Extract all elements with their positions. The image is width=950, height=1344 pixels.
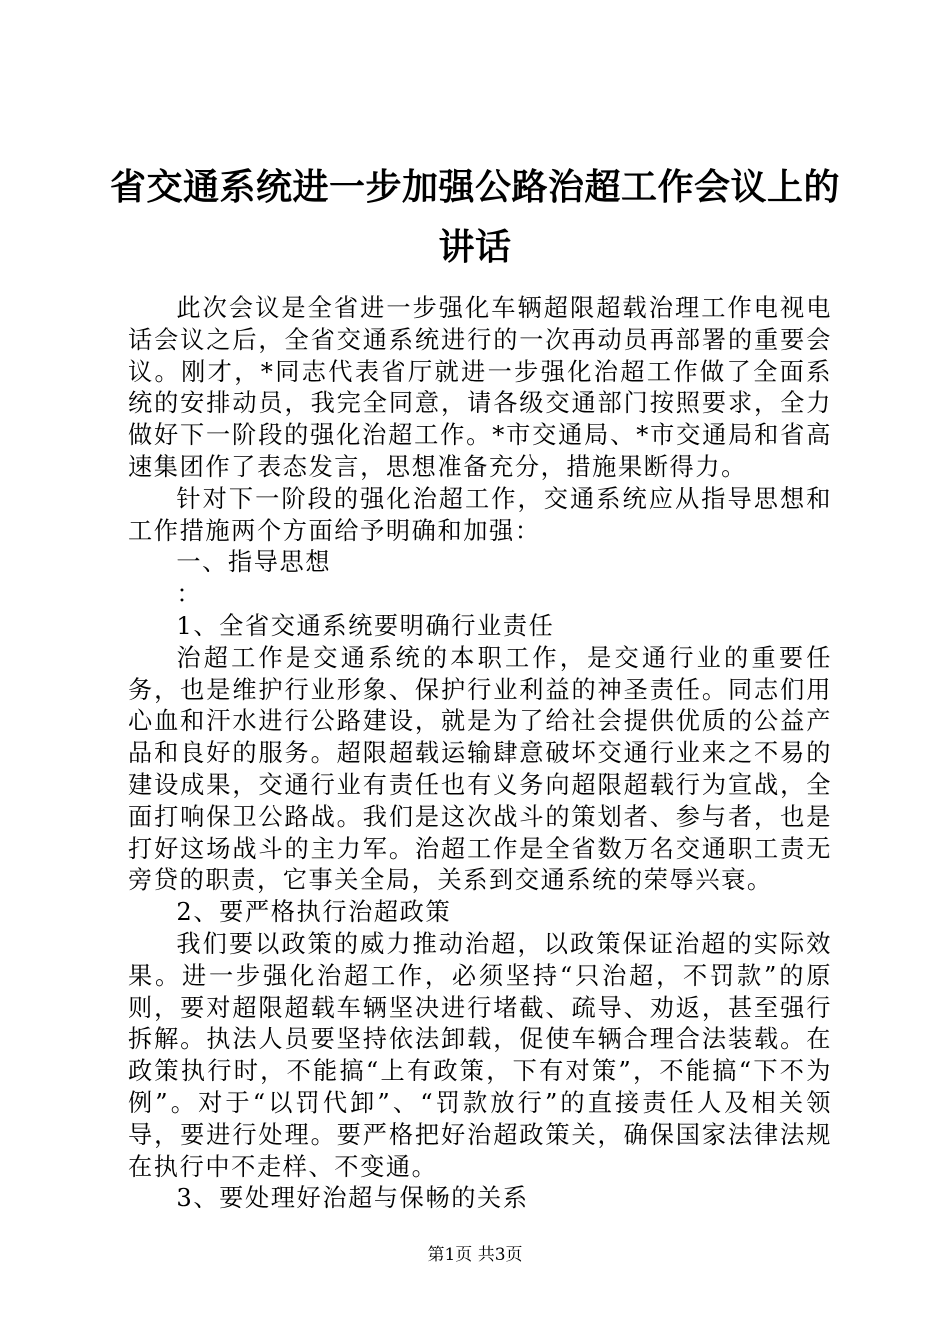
page-number-footer: 第1页 共3页 [427, 1245, 523, 1265]
document-title: 省交通系统进一步加强公路治超工作会议上的讲话 [110, 167, 841, 268]
subheading-industry-responsibility: 1、全省交通系统要明确行业责任 [176, 611, 555, 640]
subheading-overload-vs-traffic: 3、要处理好治超与保畅的关系 [176, 1184, 529, 1213]
paragraph-overview: 针对下一阶段的强化治超工作，交通系统应从指导思想和工作措施两个方面给予明确和加强： [128, 484, 832, 545]
paragraph-policy-enforcement: 我们要以政策的威力推动治超，以政策保证治超的实际效果。进一步强化治超工作，必须坚持“只治超，不罚款”的原则，要对超限超载车辆坚决进行堵截、疏导、劝返，甚至强行拆解。执法人员要坚持依法卸载，促使车辆合理合法装载。在政策执行时，不能搞“上有政策，下有对策”，不能搞“下不为例”。对于“以罚代卸”、“罚款放行”的直接责任人及相关领导，要进行处理。要严格把好治超政策关，确保国家法律法规在执行中不走样、不变通。 [128, 929, 832, 1181]
section-heading-guiding-ideology: 一、指导思想 [176, 548, 332, 577]
document-body [128, 293, 832, 1215]
paragraph-industry-responsibility: 治超工作是交通系统的本职工作，是交通行业的重要任务，也是维护行业形象、保护行业利益的神圣责任。同志们用心血和汗水进行公路建设，就是为了给社会提供优质的公益产品和良好的服务。超限超载运输肆意破坏交通行业来之不易的建设成果，交通行业有责任也有义务向超限超载行为宣战，全面打响保卫公路战。我们是这次战斗的策划者、参与者，也是打好这场战斗的主力军。治超工作是全省数万名交通职工责无旁贷的职责，它事关全局，关系到交通系统的荣辱兴衰。 [128, 643, 832, 895]
subheading-policy-enforcement: 2、要严格执行治超政策 [176, 898, 452, 927]
paragraph-colon: ： [176, 580, 203, 609]
paragraph-intro: 此次会议是全省进一步强化车辆超限超载治理工作电视电话会议之后，全省交通系统进行的一次再动员再部署的重要会议。刚才，*同志代表省厅就进一步强化治超工作做了全面系统的安排动员，我完全同意，请各级交通部门按照要求，全力做好下一阶段的强化治超工作。*市交通局、*市交通局和省高速集团作了表态发言，思想准备充分，措施果断得力。 [128, 294, 832, 481]
